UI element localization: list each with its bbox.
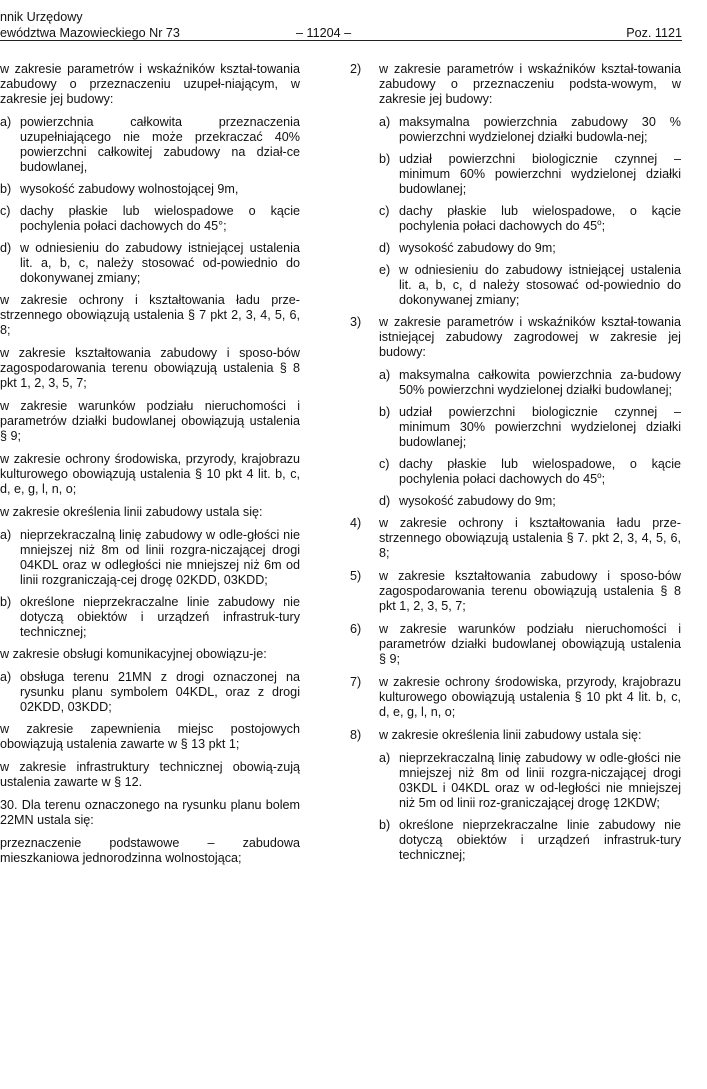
item-label: a) — [0, 528, 12, 542]
item-text-body: wysokość zabudowy do 9m; — [399, 241, 556, 255]
list-item — [0, 647, 300, 662]
item-text — [350, 115, 681, 145]
item-text — [0, 346, 300, 391]
item-text-body: w zakresie parametrów i wskaźników kształ-towania zabudowy o przeznaczeniu uzupeł-niającym, w zakresie jej budowy: — [0, 62, 300, 106]
sub-item — [0, 595, 300, 640]
item-text-body: w zakresie warunków podziału nieruchomości i parametrów działki budowlanej obowiązują ustalenia § 9; — [379, 622, 681, 666]
item-text — [350, 263, 681, 308]
item-label: 7) — [350, 675, 362, 689]
item-text-body: określone nieprzekraczalne linie zabudowy nie dotyczą obiektów i urządzeń infrastruk-tury technicznej; — [20, 595, 300, 639]
item-text-body: wysokość zabudowy do 9m; — [399, 494, 556, 508]
list-item — [0, 760, 300, 790]
item-text — [0, 595, 300, 640]
list-item — [0, 722, 300, 752]
left-column — [0, 62, 300, 874]
item-text — [350, 315, 681, 360]
item-text-body: w zakresie ochrony środowiska, przyrody, krajobrazu kulturowego obowiązują ustalenia § 10 pkt 4 lit. b, c, d, e, g, l, n, o; — [379, 675, 681, 719]
item-text — [350, 622, 681, 667]
item-text-body: określone nieprzekraczalne linie zabudowy nie dotyczą obiektów i urządzeń infrastruk-tury technicznej; — [399, 818, 681, 862]
item-text-body: w zakresie warunków podziału nieruchomości i parametrów działki budowlanej obowiązują ustalenia § 9; — [0, 399, 300, 443]
item-text-body: w zakresie zapewnienia miejsc postojowych obowiązują ustalenia zawarte w § 13 pkt 1; — [0, 722, 300, 751]
item-label: b) — [0, 595, 12, 609]
item-text — [0, 760, 300, 790]
sub-item — [0, 204, 300, 234]
list-item — [0, 346, 300, 391]
item-label: b) — [379, 152, 391, 166]
list-item — [0, 62, 300, 107]
list-item — [350, 315, 681, 360]
item-label: c) — [379, 204, 390, 218]
item-text-body: obsługa terenu 21MN z drogi oznaczonej na rysunku planu symbolem 04KDL, oraz z drogi 02KDD, 03KDD; — [20, 670, 300, 714]
item-text — [0, 528, 300, 588]
item-text — [0, 647, 300, 662]
item-text — [350, 818, 681, 863]
header-journal-issue: ewództwa Mazowieckiego Nr 73 — [0, 26, 180, 40]
sub-item — [350, 152, 681, 197]
item-label: 4) — [350, 516, 362, 530]
sub-item — [0, 182, 300, 197]
item-text — [0, 62, 300, 107]
item-label: c) — [379, 457, 390, 471]
item-label: d) — [379, 241, 391, 255]
item-text — [350, 368, 681, 398]
item-text — [0, 115, 300, 175]
sub-item — [350, 263, 681, 308]
item-text-tail: ; — [601, 219, 606, 233]
item-text-body: przeznaczenie podstawowe – zabudowa mieszkaniowa jednorodzinna wolnostojąca; — [0, 836, 300, 865]
item-text — [350, 675, 681, 720]
item-label: 3) — [350, 315, 362, 329]
right-column — [350, 62, 681, 870]
item-text-body: w zakresie kształtowania zabudowy i sposo-bów zagospodarowania terenu obowiązują ustalenia § 8 pkt 1, 2, 3, 5, 7; — [0, 346, 300, 390]
item-label: a) — [379, 751, 391, 765]
item-text — [0, 798, 300, 828]
item-text — [350, 569, 681, 614]
list-item — [0, 505, 300, 520]
sub-item — [350, 751, 681, 811]
item-label: 6) — [350, 622, 362, 636]
sub-item — [0, 115, 300, 175]
item-label: 5) — [350, 569, 362, 583]
item-text — [350, 494, 681, 509]
item-text-body: w odniesieniu do zabudowy istniejącej ustalenia lit. a, b, c, d należy stosować od-powiednio do dokonywanej zmiany; — [399, 263, 681, 307]
item-text-body: w zakresie ochrony środowiska, przyrody, krajobrazu kulturowego obowiązują ustalenia § 10 pkt 4 lit. b, c, d, e, g, l, n, o; — [0, 452, 300, 496]
degree-superscript: o — [597, 470, 602, 480]
item-text-body: w zakresie określenia linii zabudowy ustala się: — [379, 728, 642, 742]
item-text-body: w zakresie parametrów i wskaźników kształ-towania zabudowy o przeznaczeniu podsta-wowym, w zakresie jej budowy: — [379, 62, 681, 106]
item-text — [0, 399, 300, 444]
item-label: a) — [0, 670, 12, 684]
item-text-body: nieprzekraczalną linię zabudowy w odle-głości nie mniejszej niż 8m od linii rozgra-niczającej drogi 03KDL i 04KDL oraz w od-ległości nie mniejszej niż 5m od linii roz-graniczającej drogę 12KDW; — [399, 751, 681, 810]
item-text-body: maksymalna całkowita powierzchnia za-budowy 50% powierzchni wydzielonej działki budowlanej; — [399, 368, 681, 397]
item-text-body: w zakresie kształtowania zabudowy i sposo-bów zagospodarowania terenu obowiązują ustalenia § 8 pkt 1, 2, 3, 5, 7; — [379, 569, 681, 613]
list-item — [0, 836, 300, 866]
item-text-body: dachy płaskie lub wielospadowe, o kącie pochylenia połaci dachowych do 45 — [399, 457, 681, 486]
item-text — [0, 452, 300, 497]
item-label: b) — [0, 182, 12, 196]
item-text-body: w zakresie ochrony i kształtowania ładu prze-strzennego obowiązują ustalenia § 7. pkt 2, 3, 4, 5, 6, 8; — [379, 516, 681, 560]
list-item — [0, 452, 300, 497]
page-header — [0, 6, 682, 41]
item-text — [0, 293, 300, 338]
list-item — [350, 569, 681, 614]
list-item — [350, 675, 681, 720]
item-text-body: 30. Dla terenu oznaczonego na rysunku planu bolem 22MN ustala się: — [0, 798, 300, 827]
header-position: Poz. 1121 — [626, 26, 682, 40]
item-text — [350, 751, 681, 811]
item-text-body: udział powierzchni biologicznie czynnej – minimum 60% powierzchni wydzielonej działki budowlanej; — [399, 152, 681, 196]
item-label: a) — [0, 115, 12, 129]
item-label: a) — [379, 115, 391, 129]
sub-item — [0, 528, 300, 588]
item-label: d) — [0, 241, 12, 255]
sub-item — [350, 405, 681, 450]
item-text — [350, 457, 681, 487]
item-text-tail: ; — [601, 472, 606, 486]
item-text — [0, 670, 300, 715]
item-text-body: w zakresie określenia linii zabudowy ustala się: — [0, 505, 263, 519]
item-text — [0, 204, 300, 234]
sub-item — [0, 670, 300, 715]
sub-item — [350, 241, 681, 256]
sub-item — [350, 204, 681, 234]
sub-item — [350, 818, 681, 863]
item-label: b) — [379, 405, 391, 419]
item-text — [350, 204, 681, 234]
list-item — [350, 516, 681, 561]
item-label: 2) — [350, 62, 362, 76]
item-text-body: maksymalna powierzchnia zabudowy 30 % powierzchni wydzielonej działki budowla-nej; — [399, 115, 681, 144]
item-label: 8) — [350, 728, 362, 742]
item-text-body: dachy płaskie lub wielospadowe, o kącie pochylenia połaci dachowych do 45 — [399, 204, 681, 233]
item-text — [350, 241, 681, 256]
item-label: b) — [379, 818, 391, 832]
item-text-body: w odniesieniu do zabudowy istniejącej ustalenia lit. a, b, c, należy stosować od-powiednio do dokonywanej zmiany; — [20, 241, 300, 285]
item-label: d) — [379, 494, 391, 508]
item-text — [350, 728, 681, 743]
degree-superscript: o — [597, 217, 602, 227]
list-item — [350, 728, 681, 743]
list-item — [0, 399, 300, 444]
item-text — [0, 722, 300, 752]
item-text-body: udział powierzchni biologicznie czynnej – minimum 30% powierzchni wydzielonej działki budowlanej; — [399, 405, 681, 449]
sub-item — [350, 115, 681, 145]
list-item — [350, 622, 681, 667]
header-journal-title: nnik Urzędowy — [0, 10, 83, 24]
item-text — [350, 516, 681, 561]
header-page-number: – 11204 – — [296, 26, 352, 40]
list-item — [350, 62, 681, 107]
list-item — [0, 293, 300, 338]
item-text-body: nieprzekraczalną linię zabudowy w odle-głości nie mniejszej niż 8m od linii rozgra-niczającej drogi 04KDL oraz w odległości nie mniejszej niż 6m od linii rozgraniczają-cej drogę 02KDD, 03KDD; — [20, 528, 300, 587]
item-text-body: w zakresie obsługi komunikacyjnej obowiązu-je: — [0, 647, 267, 661]
item-text — [350, 152, 681, 197]
item-text — [0, 182, 300, 197]
sub-item — [350, 368, 681, 398]
item-text-body: dachy płaskie lub wielospadowe o kącie pochylenia połaci dachowych do 45°; — [20, 204, 300, 233]
item-label: a) — [379, 368, 391, 382]
sub-item — [0, 241, 300, 286]
sub-item — [350, 494, 681, 509]
item-text — [0, 241, 300, 286]
item-text — [0, 505, 300, 520]
item-text-body: powierzchnia całkowita przeznaczenia uzupełniającego nie może przekraczać 40% powierzchni całkowitej zabudowy na dział-ce budowlanej, — [20, 115, 300, 174]
item-text-body: w zakresie ochrony i kształtowania ładu prze-strzennego obowiązują ustalenia § 7 pkt 2, 3, 4, 5, 6, 8; — [0, 293, 300, 337]
list-item — [0, 798, 300, 828]
item-text — [350, 62, 681, 107]
item-text — [0, 836, 300, 866]
item-text-body: w zakresie parametrów i wskaźników kształ-towania istniejącej zabudowy zagrodowej w zakresie jej budowy: — [379, 315, 681, 359]
sub-item — [350, 457, 681, 487]
item-label: c) — [0, 204, 11, 218]
item-label: e) — [379, 263, 391, 277]
item-text-body: w zakresie infrastruktury technicznej obowią-zują ustalenia zawarte w § 12. — [0, 760, 300, 789]
item-text-body: wysokość zabudowy wolnostojącej 9m, — [20, 182, 239, 196]
item-text — [350, 405, 681, 450]
